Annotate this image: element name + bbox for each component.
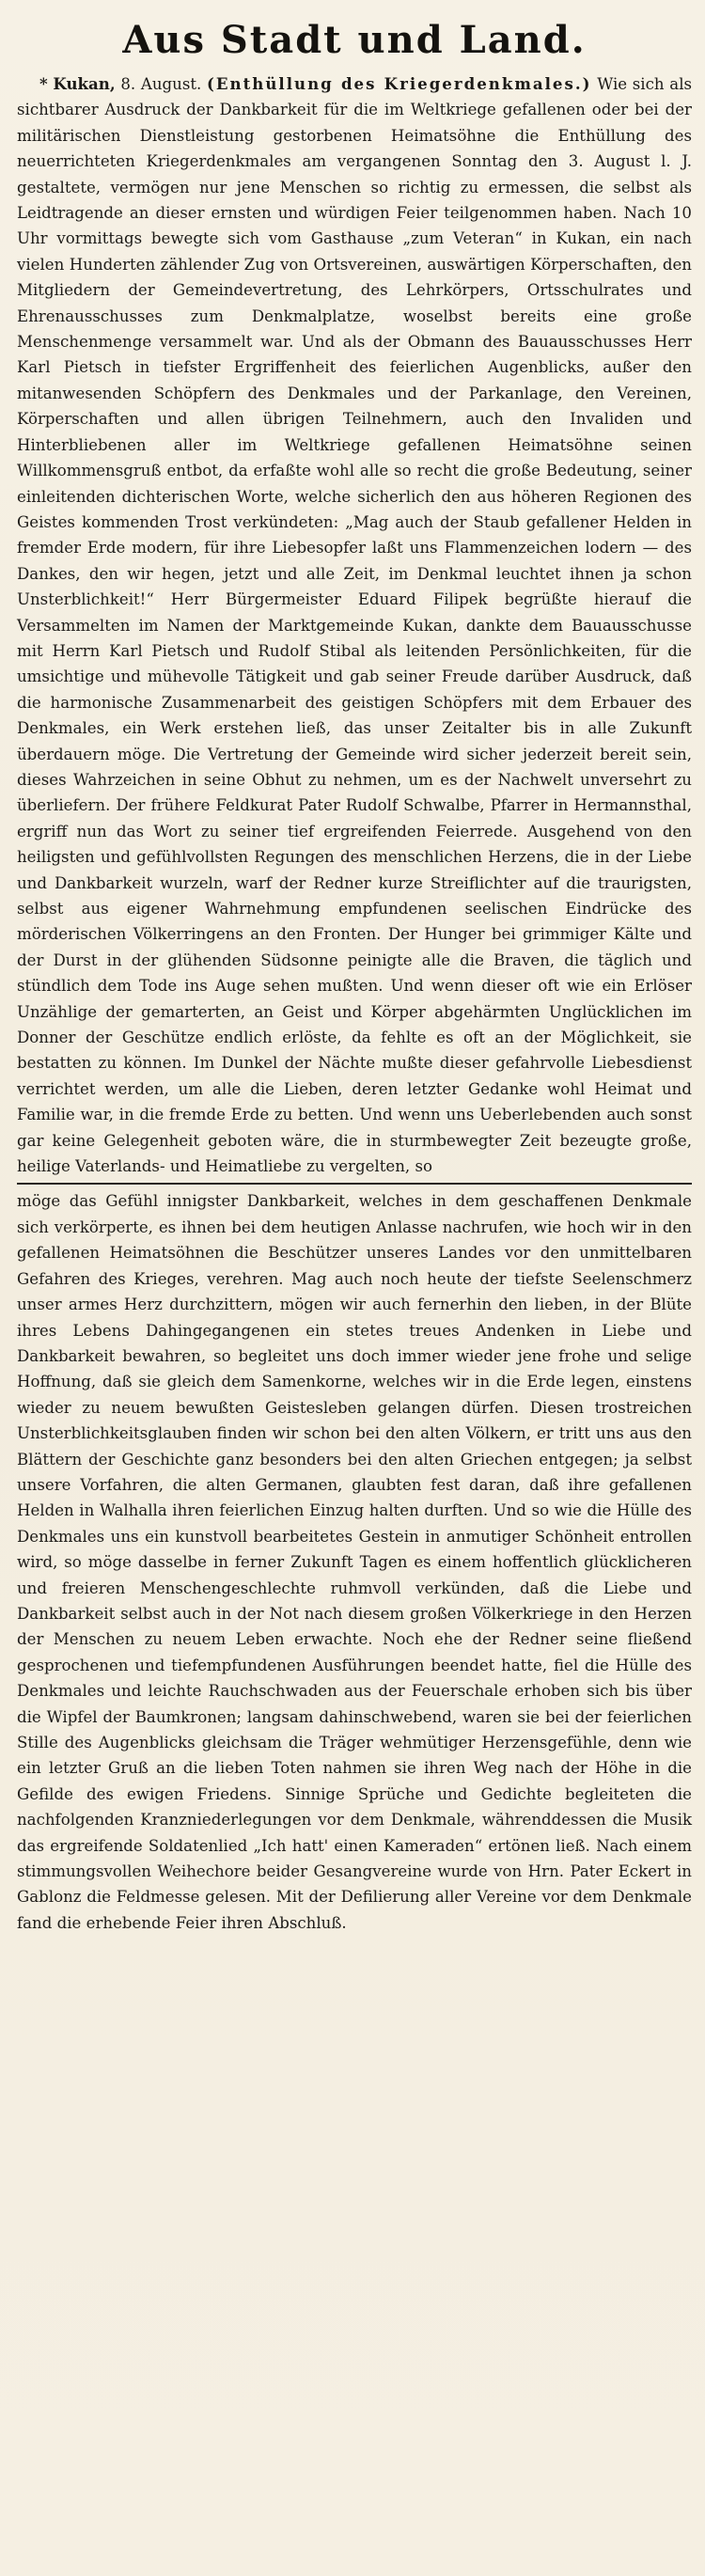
article-column-part2 (17, 1188, 692, 1936)
section-title: Aus Stadt und Land. (122, 18, 587, 62)
dateline-date: 8. August. (120, 75, 202, 93)
paragraph-2-text: möge das Gefühl innigster Dankbarkeit, welches in dem geschaffenen Denkmale sich verkörperte, es ihnen bei dem heutigen Anlasse nachrufen, wie hoch wir in den gefallenen Heimatsöhnen die Beschützer unseres Landes vor den unmittelbaren Gefahren des Krieges, verehren. Mag auch noch heute der tiefste Seelenschmerz unser armes Herz durchzittern, mögen wir auch fernerhin den lieben, in der Blüte ihres Lebens Dahingegangenen ein stetes treues Andenken in Liebe und Dankbarkeit bewahren, so begleitet uns doch immer wieder jene frohe und selige Hoffnung, daß sie gleich dem Samenkorne, welches wir in die Erde legen, einstens wieder zu neuem bewußten Geistesleben gelangen dürfen. Diesen trostreichen Unsterblichkeitsglauben finden wir schon bei den alten Völkern, er tritt uns aus den Blättern der Geschichte ganz besonders bei den alten Griechen entgegen; ja selbst unsere Vorfahren, die alten Germanen, glaubten fest daran, daß ihre gefallenen Helden in Walhalla ihren feierlichen Einzug halten durften. Und so wie die Hülle des Denkmales uns ein kunstvoll bearbeitetes Gestein in anmutiger Schönheit entrollen wird, so möge dasselbe in ferner Zukunft Tagen es einem hoffentlich glücklicheren und freieren Menschengeschlechte ruhmvoll verkünden, daß die Liebe und Dankbarkeit selbst auch in der Not nach diesem großen Völkerkriege in den Herzen der Menschen zu neuem Leben erwachte. Noch ehe der Redner seine fließend gesprochenen und tiefempfundenen Ausführungen beendet hatte, fiel die Hülle des Denkmales und leichte Rauchschwaden aus der Feuerschale erhoben sich bis über die Wipfel der Baumkronen; langsam dahinschwebend, waren sie bei der feierlichen Stille des Augenblicks gleichsam die Träger wehmütiger Herzensgefühle, denn wie ein letzter Gruß an die lieben Toten nahmen sie ihren Weg nach der Höhe in die Gefilde des ewigen Friedens. Sinnige Sprüche und Gedichte begleiteten die nachfolgenden Kranzniederlegungen vor dem Denkmale, währenddessen die Musik das ergreifende Soldatenlied „Ich hatt' einen Kameraden“ ertönen ließ. Nach einem stimmungsvollen Weihechore beider Gesangvereine wurde von Hrn. Pater Eckert in Gablonz die Feldmesse gelesen. Mit der Defilierung aller Vereine vor dem Denkmale fand die erhebende Feier ihren Abschluß. (17, 1192, 692, 1932)
article-paragraph-2 (17, 1188, 692, 1936)
paragraph-1-text: Wie sich als sichtbarer Ausdruck der Dankbarkeit für die im Weltkriege gefallenen oder bei der militärischen Dienstleistung gestorbenen Heimatsöhne die Enthüllung des neuerrichteten Kriegerdenkmales am vergangenen Sonntag den 3. August l. J. gestaltete, vermögen nur jene Menschen so richtig zu ermessen, die selbst als Leidtragende an dieser ernsten und würdigen Feier teilgenommen haben. Nach 10 Uhr vormittags bewegte sich vom Gasthause „zum Veteran“ in Kukan, ein nach vielen Hunderten zählender Zug von Ortsvereinen, auswärtigen Körperschaften, den Mitgliedern der Gemeindevertretung, des Lehrkörpers, Ortsschulrates und Ehrenausschusses zum Denkmalplatze, woselbst bereits eine große Menschenmenge versammelt war. Und als der Obmann des Bauausschusses Herr Karl Pietsch in tiefster Ergriffenheit des feierlichen Augenblicks, außer den mitanwesenden Schöpfern des Denkmales und der Parkanlage, den Vereinen, Körperschaften und allen übrigen Teilnehmern, auch den Invaliden und Hinterbliebenen aller im Weltkriege gefallenen Heimatsöhne seinen Willkommensgruß entbot, da erfaßte wohl alle so recht die große Bedeutung, seiner einleitenden dichterischen Worte, welche sicherlich den aus höheren Regionen des Geistes kommenden Trost verkündeten: „Mag auch der Staub gefallener Helden in fremder Erde modern, für ihre Liebesopfer laßt uns Flammenzeichen lodern — des Dankes, den wir hegen, jetzt und alle Zeit, im Denkmal leuchtet ihnen ja schon Unsterblichkeit!“ Herr Bürgermeister Eduard Filipek begrüßte hierauf die Versammelten im Namen der Marktgemeinde Kukan, dankte dem Bauausschusse mit Herrn Karl Pietsch und Rudolf Stibal als leitenden Persönlichkeiten, für die umsichtige und mühevolle Tätigkeit und gab seiner Freude darüber Ausdruck, daß die harmonische Zusammenarbeit des geistigen Schöpfers mit dem Erbauer des Denkmales, ein Werk erstehen ließ, das unser Zeitalter bis in alle Zukunft überdauern möge. Die Vertretung der Gemeinde wird sicher jederzeit bereit sein, dieses Wahrzeichen in seine Obhut zu nehmen, um es der Nachwelt unversehrt zu überliefern. Der frühere Feldkurat Pater Rudolf Schwalbe, Pfarrer in Hermannsthal, ergriff nun das Wort zu seiner tief ergreifenden Feierrede. Ausgehend von den heiligsten und gefühlvollsten Regungen des menschlichen Herzens, die in der Liebe und Dankbarkeit wurzeln, warf der Redner kurze Streiflichter auf die traurigsten, selbst aus eigener Wahrnehmung empfundenen seelischen Eindrücke des mörderischen Völkerringens an den Fronten. Der Hunger bei grimmiger Kälte und der Durst in der glühenden Südsonne peinigte alle die Braven, die täglich und stündlich dem Tode ins Auge sehen mußten. Und wenn dieser oft wie ein Erlöser Unzählige der gemarterten, an Geist und Körper abgehärmten Unglücklichen im Donner der Geschütze endlich erlöste, da fehlte es oft an der Möglichkeit, sie bestatten zu können. Im Dunkel der Nächte mußte dieser gefahrvolle Liebesdienst verrichtet werden, um alle die Lieben, deren letzter Gedanke wohl Heimat und Familie war, in die fremde Erde zu betten. Und wenn uns Ueberlebenden auch sonst gar keine Gelegenheit geboten wäre, die in sturmbewegter Zeit bezeugte große, heilige Vaterlands- und Heimatliebe zu vergelten, so (17, 75, 693, 1176)
lead-star: * (39, 74, 48, 93)
article-headline: (Enthüllung des Kriegerdenkmales.) (207, 74, 592, 93)
article-paragraph-1 (17, 71, 692, 1179)
column-divider (17, 1183, 692, 1185)
dateline-place: Kukan, (53, 74, 116, 93)
article-column-part1 (17, 71, 692, 1179)
